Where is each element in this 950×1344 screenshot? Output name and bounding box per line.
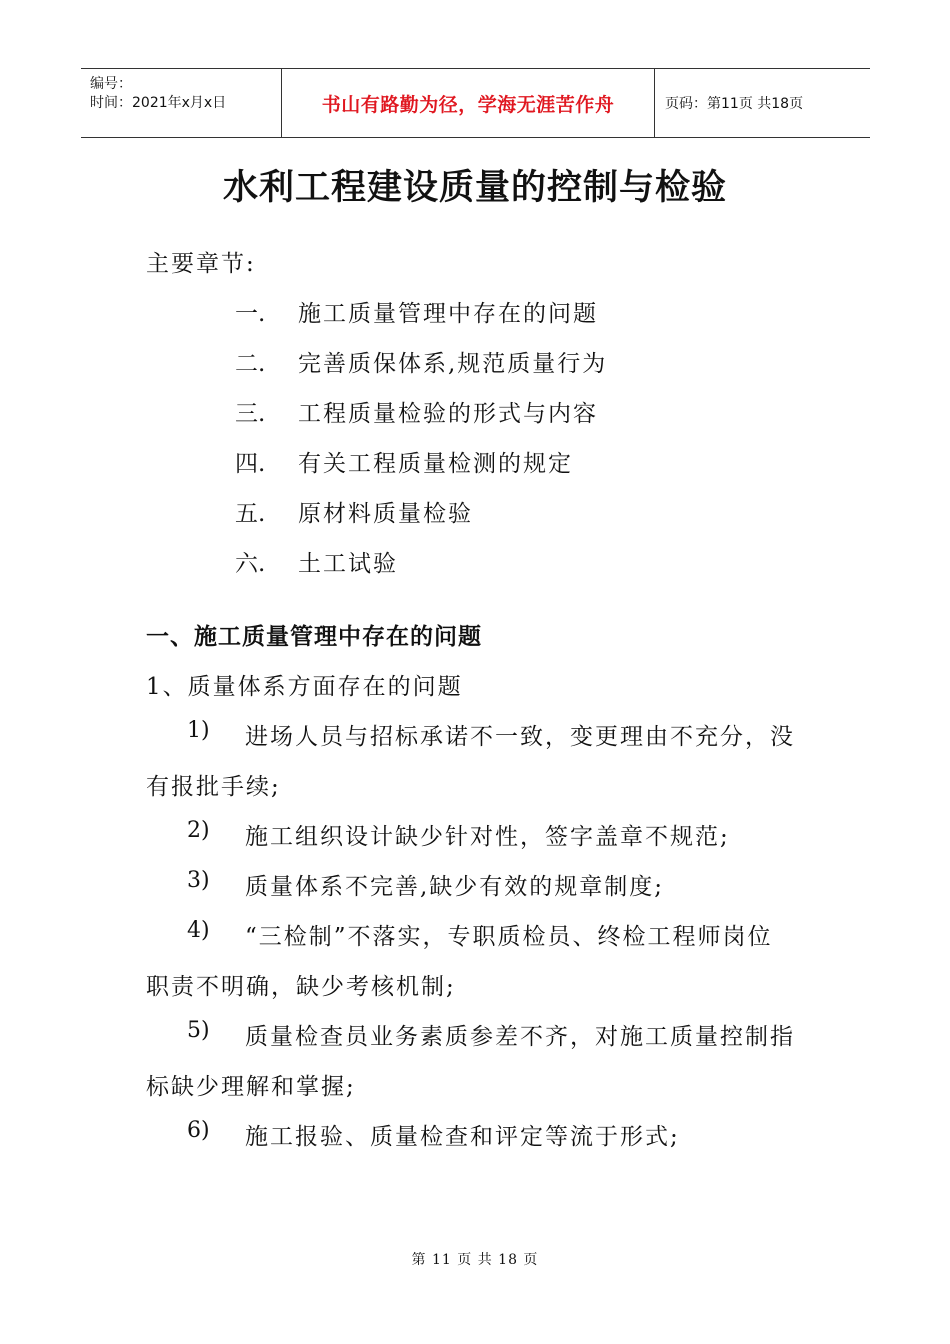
list-item-continuation: 有报批手续; <box>146 774 281 800</box>
list-item-text: 进场人员与招标承诺不一致，变更理由不充分，没 <box>245 724 795 750</box>
list-item-continuation: 标缺少理解和掌握; <box>146 1074 356 1100</box>
toc-item-text: 施工质量管理中存在的问题 <box>298 301 598 327</box>
list-item-text: 施工报验、质量检查和评定等流于形式; <box>245 1124 680 1150</box>
list-item-num: 3) <box>187 868 210 893</box>
page-footer: 第 11 页 共 18 页 <box>411 1252 539 1268</box>
list-item-num: 1) <box>187 718 210 743</box>
header-motto-cell <box>282 69 655 137</box>
page-header <box>81 68 870 138</box>
toc-item-text: 有关工程质量检测的规定 <box>298 451 573 477</box>
toc-heading: 主要章节: <box>146 251 256 277</box>
toc-item-text: 土工试验 <box>298 551 398 577</box>
toc-item-text: 工程质量检验的形式与内容 <box>298 401 598 427</box>
section-heading: 一、施工质量管理中存在的问题 <box>146 624 482 650</box>
list-item-num: 4) <box>187 918 210 943</box>
toc-item-num: 六. <box>235 551 266 577</box>
toc-item-text: 完善质保体系,规范质量行为 <box>298 351 608 377</box>
list-item-continuation: 职责不明确，缺少考核机制; <box>146 974 456 1000</box>
toc-item-num: 四. <box>235 451 266 477</box>
list-item-num: 5) <box>187 1018 210 1043</box>
list-item-num: 6) <box>187 1118 210 1143</box>
list-item-num: 2) <box>187 818 210 843</box>
motto-text: 书山有路勤为径，学海无涯苦作舟 <box>321 93 615 116</box>
subsection-heading: 1、质量体系方面存在的问题 <box>146 674 463 700</box>
list-item-text: 质量体系不完善,缺少有效的规章制度; <box>245 874 665 900</box>
list-item-text: 施工组织设计缺少针对性，签字盖章不规范; <box>245 824 730 850</box>
list-item-text: 质量检查员业务素质参差不齐，对施工质量控制指 <box>245 1024 795 1050</box>
toc-item-num: 二. <box>235 351 266 377</box>
number-label: 编号： <box>90 76 132 92</box>
toc-item-num: 三. <box>235 401 266 427</box>
document-title: 水利工程建设质量的控制与检验 <box>222 168 727 208</box>
time-label: 时间：2021年x月x日 <box>90 95 227 111</box>
toc-item-num: 五. <box>235 501 266 527</box>
toc-item-text: 原材料质量检验 <box>298 501 473 527</box>
header-page-cell <box>655 69 870 137</box>
list-item-text: “三检制”不落实，专职质检员、终检工程师岗位 <box>245 924 773 950</box>
header-meta-cell <box>81 69 282 137</box>
page-info: 页码：第11页 共18页 <box>665 96 804 112</box>
toc-item-num: 一. <box>235 301 266 327</box>
